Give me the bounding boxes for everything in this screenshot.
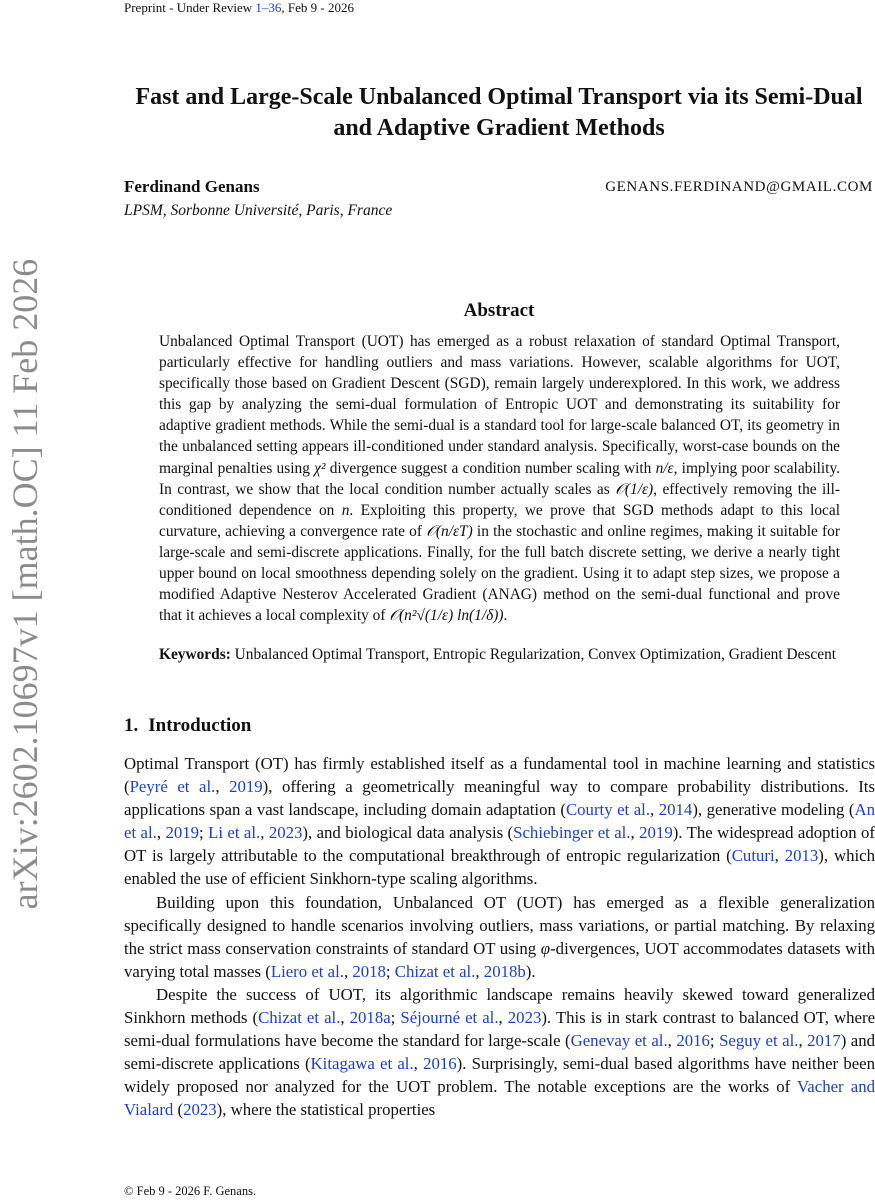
citation-link[interactable]: An et al. [124, 800, 875, 843]
citation-link[interactable]: Seguy et al. [719, 1031, 799, 1051]
citation-link[interactable]: Kitagawa et al. [310, 1054, 414, 1074]
math-o-one-over-eps: 𝒪(1/ε) [615, 480, 654, 498]
introduction-body [124, 752, 875, 1122]
intro-paragraph: Optimal Transport (OT) has firmly established itself as a fundamental tool in machine learning and statistics (Peyré et al., 2019), offering a geometrically meaningful way to compare probability distributions. Its applications span a vast landscape, including domain adaptation (Courty et al., 2014), generative modeling (An et al., 2019; Li et al., 2023), and biological data analysis (Schiebinger et al., 2019). The widespread adoption of OT is largely attributable to the computational breakthrough of entropic regularization (Cuturi, 2013), which enabled the use of efficient Sinkhorn-type scaling algorithms. [124, 754, 875, 889]
citation-link[interactable]: Cuturi [731, 846, 775, 866]
citation-year-link[interactable]: 2017 [807, 1031, 841, 1051]
page-range-end-link[interactable]: 36 [268, 0, 282, 15]
citation-year-link[interactable]: 2016 [676, 1031, 710, 1051]
citation-link[interactable]: Li et al. [208, 823, 261, 843]
citation-year-link[interactable]: 2023 [268, 823, 303, 843]
citation-year-link[interactable]: 2018 [352, 961, 386, 981]
citation-year-link[interactable]: 2018a [349, 1008, 391, 1028]
citation-link[interactable]: Schiebinger et al. [513, 823, 631, 843]
citation-link[interactable]: Chizat et al. [394, 961, 476, 981]
citation-link[interactable]: Peyré et al. [129, 777, 216, 797]
page-range-start-link[interactable]: 1 [255, 0, 262, 15]
citation-year-link[interactable]: 2018b [483, 961, 526, 981]
arxiv-stamp: arXiv:2602.10697v1 [math.OC] 11 Feb 2026 [5, 258, 45, 910]
math-rate: 𝒪(n/εT) [426, 522, 473, 540]
math-complexity: 𝒪(n²√(1/ε) ln(1/δ)) [389, 607, 504, 625]
keywords: Keywords: Unbalanced Optimal Transport, Entropic Regularization, Convex Optimization, Gradient Descent [159, 646, 837, 663]
section-heading-introduction: 1. Introduction [124, 715, 252, 736]
citation-link[interactable]: Chizat et al. [258, 1008, 341, 1028]
citation-year-link[interactable]: 2019 [639, 823, 673, 843]
abstract-text: Unbalanced Optimal Transport (UOT) has emerged as a robust relaxation of standard Optimal Transport, particularly effective for handling outliers and mass variations. However, scalable algorithms for UOT, specifically those based on Gradient Descent (SGD), remain largely underexplored. In this work, we address this gap by analyzing the semi-dual formulation of Entropic UOT and demonstrating its suitability for adaptive gradient methods. While the semi-dual is a standard tool for large-scale balanced OT, its geometry in the unbalanced setting appears ill-conditioned under standard analysis. Specifically, worst-case bounds on the marginal penalties using χ² divergence suggest a condition number scaling with n/ε, implying poor scalability. In contrast, we show that the local condition number actually scales as 𝒪(1/ε), effectively removing the ill-conditioned dependence on n. Exploiting this property, we prove that SGD methods adapt to this local curvature, achieving a convergence rate of 𝒪(n/εT) in the stochastic and online regimes, making it suitable for large-scale and semi-discrete applications. Finally, for the full batch discrete setting, we derive a nearly tight upper bound on local smoothness depending solely on the gradient. Using it to adapt step sizes, we propose a modified Adaptive Nesterov Accelerated Gradient (ANAG) method on the semi-dual functional and prove that it achieves a local complexity of 𝒪(n²√(1/ε) ln(1/δ)). [159, 333, 841, 625]
author-email[interactable]: GENANS.FERDINAND@GMAIL.COM [605, 179, 873, 195]
math-n: n [341, 501, 350, 519]
abstract-heading: Abstract [463, 300, 535, 321]
citation-year-link[interactable]: 2023 [507, 1008, 542, 1028]
citation-year-link[interactable]: 2019 [229, 777, 263, 797]
paper-title: Fast and Large-Scale Unbalanced Optimal Transport via its Semi-Dual and Adaptive Gradient Methods [135, 84, 863, 141]
author-name: Ferdinand Genans [124, 177, 260, 196]
citation-link[interactable]: Vacher and Vialard [124, 1077, 875, 1120]
citation-year-link[interactable]: 2016 [423, 1054, 457, 1074]
math-chi-squared: χ² [314, 459, 326, 477]
intro-paragraph: Building upon this foundation, Unbalanced OT (UOT) has emerged as a flexible generalization specifically designed to handle scenarios involving outliers, mass variations, or partial matching. By relaxing the strict mass conservation constraints of standard OT using φ-divergences, UOT accommodates datasets with varying total masses (Liero et al., 2018; Chizat et al., 2018b). [124, 892, 875, 981]
math-phi: φ [540, 938, 551, 958]
citation-year-link[interactable]: 2023 [183, 1100, 217, 1120]
citation-year-link[interactable]: 2014 [658, 800, 693, 820]
citation-link[interactable]: Courty et al. [565, 800, 651, 820]
citation-year-link[interactable]: 2013 [784, 846, 819, 866]
intro-paragraph: Despite the success of UOT, its algorithmic landscape remains heavily skewed toward generalized Sinkhorn methods (Chizat et al., 2018a; Séjourné et al., 2023). This is in stark contrast to balanced OT, where semi-dual formulations have become the standard for large-scale (Genevay et al., 2016; Seguy et al., 2017) and semi-discrete applications (Kitagawa et al., 2016). Surprisingly, semi-dual based algorithms have neither been widely proposed nor analyzed for the UOT problem. The notable exceptions are the works of Vacher and Vialard (2023), where the statistical properties [124, 984, 875, 1120]
citation-year-link[interactable]: 2019 [165, 823, 199, 843]
math-n-over-eps: n/ε [655, 459, 674, 477]
keywords-label: Keywords: [159, 646, 231, 663]
copyright-footer: © Feb 9 - 2026 F. Genans. [124, 1184, 257, 1198]
author-affiliation: LPSM, Sorbonne Université, Paris, France [124, 202, 393, 219]
citation-link[interactable]: Liero et al. [270, 961, 344, 981]
citation-link[interactable]: Genevay et al. [570, 1031, 668, 1051]
running-header: Preprint - Under Review 1–36, Feb 9 - 2026 [124, 0, 355, 15]
citation-link[interactable]: Séjourné et al. [400, 1008, 499, 1028]
